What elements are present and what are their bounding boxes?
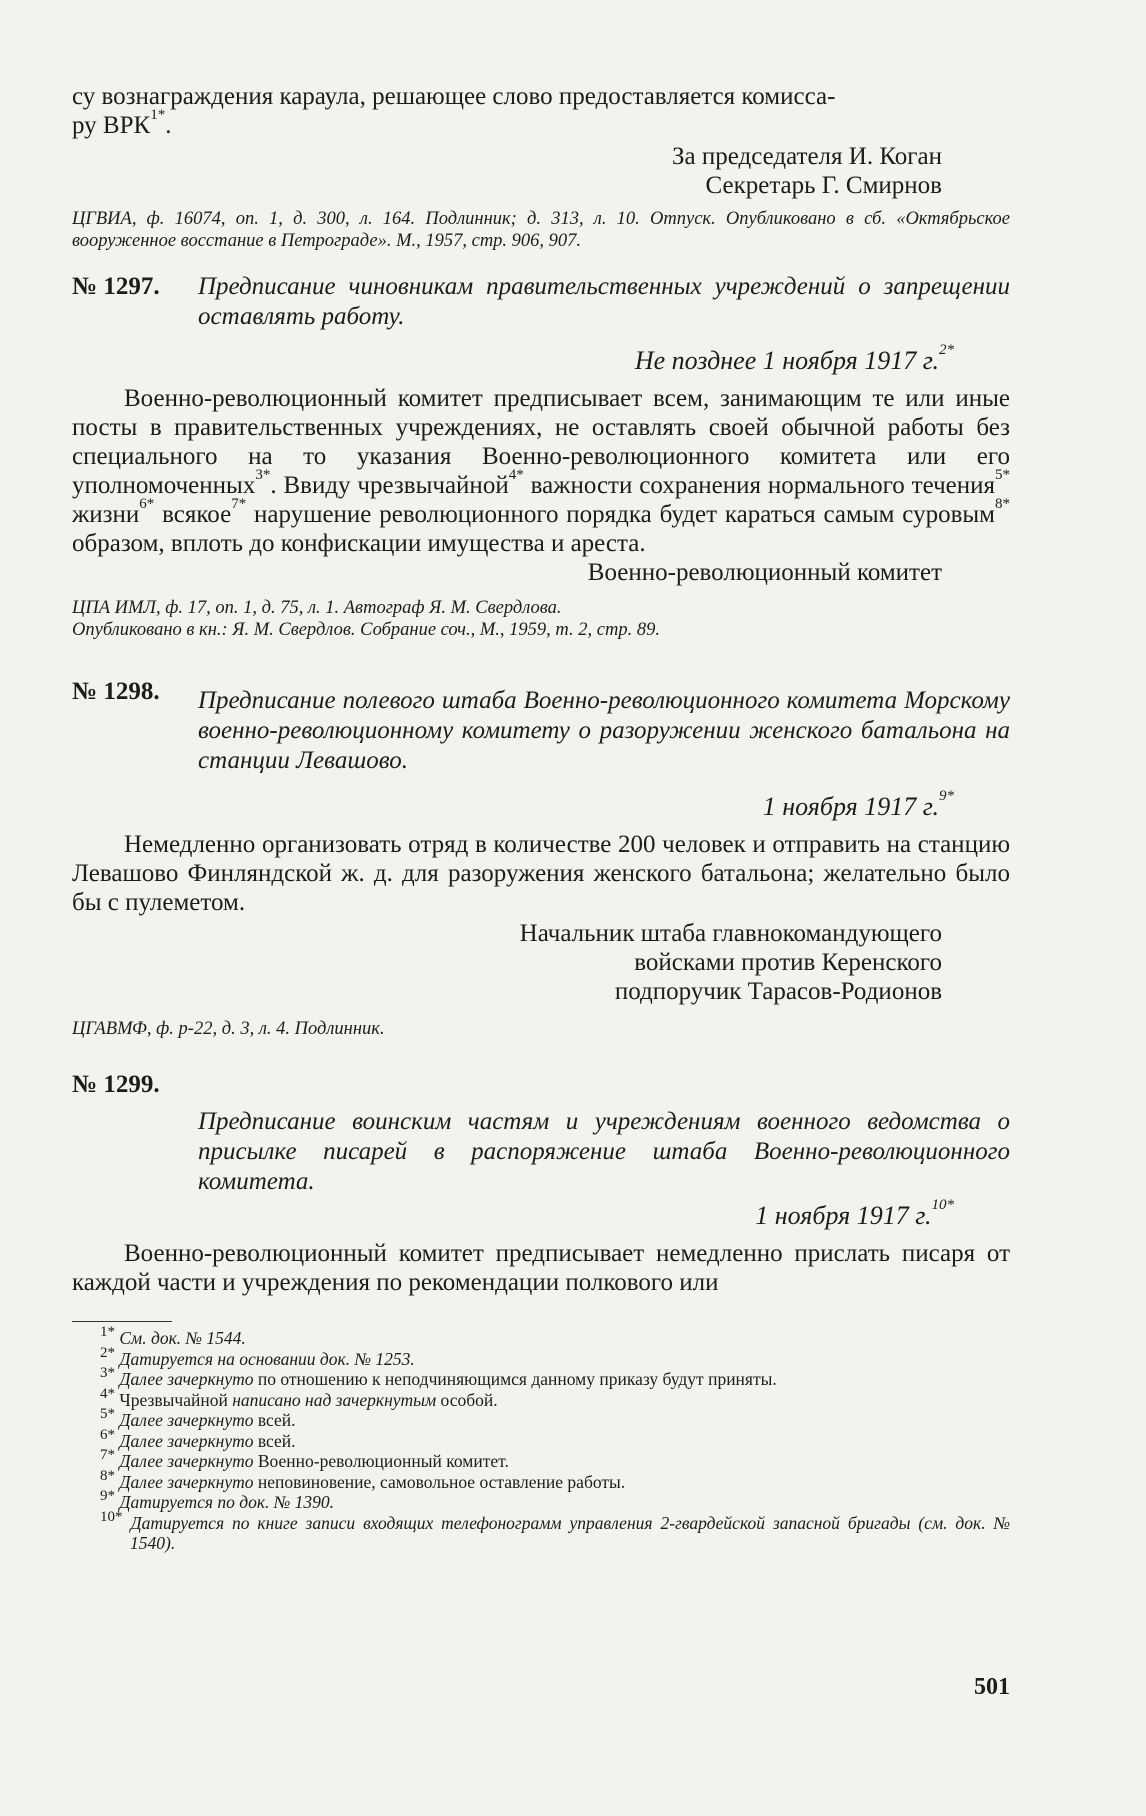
document-1299 [72, 1070, 1010, 1297]
document-date: 1 ноября 1917 г.$^{9*}$ [762, 788, 954, 821]
footnote: $^{2*}$ Датируется на основании док. № 1253. [100, 1344, 415, 1369]
signature-chair: За председателя И. Коган [671, 143, 942, 170]
footnote: $^{1*}$ См. док. № 1544. [100, 1324, 246, 1348]
document-body: Военно-революционный комитет предписывает всем, занимающим те или иные посты в правительственных учреждениях, не оставлять своей обычной работы без специального на то указания Военно-революционного комитета или его уполномоченных$^{3*}$. Ввиду чрезвычайной$^{4*}$ важности сохранения нормального течения$^{5*}$ жизни$^{6*}$ всякое$^{7*}$ нарушение революционного порядка будет караться самым суровым$^{8*}$ образом, вплоть до конфискации имущества и ареста. [72, 385, 1010, 557]
document-date: 1 ноября 1917 г.$^{10*}$ [755, 1197, 954, 1230]
footnote-ref: 1* [150, 107, 166, 123]
footnote: $^{5*}$ Далее зачеркнуто всей. [100, 1406, 296, 1430]
document-number: № 1297. [72, 273, 160, 300]
archive-source: ЦГВИА, ф. 16074, оп. 1, д. 300, л. 164. Подлинник; д. 313, л. 10. Отпуск. Опубликовано в сб. «Октябрьское вооруженное восстание в Петрограде». М., 1957, стр. 906, 907. [72, 209, 1010, 251]
archive-source: ЦПА ИМЛ, ф. 17, оп. 1, д. 75, л. 1. Автограф Я. М. Свердлова. Опубликовано в кн.: Я. М. Свердлов. Собрание соч., М., 1959, т. 2, стр. 89. [72, 598, 660, 640]
footnote: $^{10*}$ Датируется по книге записи входящих телефонограмм управления 2-гвардейской запасной бригады (см. док. № 1540). [100, 1508, 1011, 1553]
footnote: $^{4*}$ Чрезвычайной написано над зачеркнутым особой. [100, 1385, 498, 1410]
document-body: Немедленно организовать отряд в количестве 200 человек и отправить на станцию Левашово Финляндской ж. д. для разоружения женского батальона; желательно было бы с пулеметом. [72, 831, 1010, 916]
signature-chief-of-staff: Начальник штаба главнокомандующего войсками против Керенского подпоручик Тарасов-Родионов [519, 920, 942, 1005]
footnote: $^{7*}$ Далее зачеркнуто Военно-революционный комитет. [100, 1447, 509, 1471]
signature-secretary: Секретарь Г. Смирнов [705, 172, 942, 199]
document-1298 [72, 677, 1010, 1040]
document-date: Не позднее 1 ноября 1917 г.$^{2*}$ [634, 342, 954, 375]
footnote: $^{8*}$ Далее зачеркнуто неповиновение, самовольное оставление работы. [100, 1467, 626, 1492]
footnotes [72, 1321, 1010, 1554]
document-title: Предписание чиновникам правительственных учреждений о запрещении оставлять работу. [198, 273, 1010, 330]
footnote-divider [72, 1321, 172, 1322]
document-title: Предписание полевого штаба Военно-революционного комитета Морскому военно-революционному комитету о разоружении женского батальона на станции Левашово. [198, 687, 1010, 774]
document-page [72, 82, 1010, 1554]
document-body: Военно-революционный комитет предписывает немедленно прислать писаря от каждой части и учреждения по рекомендации полкового или [72, 1240, 1010, 1296]
footnote: $^{3*}$ Далее зачеркнуто по отношению к неподчиняющимся данному приказу будут приняты. [100, 1365, 777, 1389]
footnote: $^{6*}$ Далее зачеркнуто всей. [100, 1426, 296, 1451]
document-title: Предписание воинским частям и учреждениям военного ведомства о присылке писарей в распоряжение штаба Военно-революционного комитета. [198, 1108, 1010, 1195]
page-number: 501 [974, 1674, 1010, 1700]
opening-text: су вознаграждения караула, решающее слово предоставляется комисса- ру $ВРК^{1*}$. [72, 83, 836, 139]
document-1297 [72, 272, 1010, 641]
document-number: № 1299. [72, 1071, 160, 1098]
footnote: $^{9*}$ Датируется по док. № 1390. [100, 1488, 335, 1512]
opening-fragment [72, 82, 1010, 252]
archive-source: ЦГАВМФ, ф. р-22, д. 3, л. 4. Подлинник. [72, 1019, 385, 1039]
document-number: № 1298. [72, 678, 160, 705]
signature-committee: Военно-революционный комитет [587, 559, 942, 586]
